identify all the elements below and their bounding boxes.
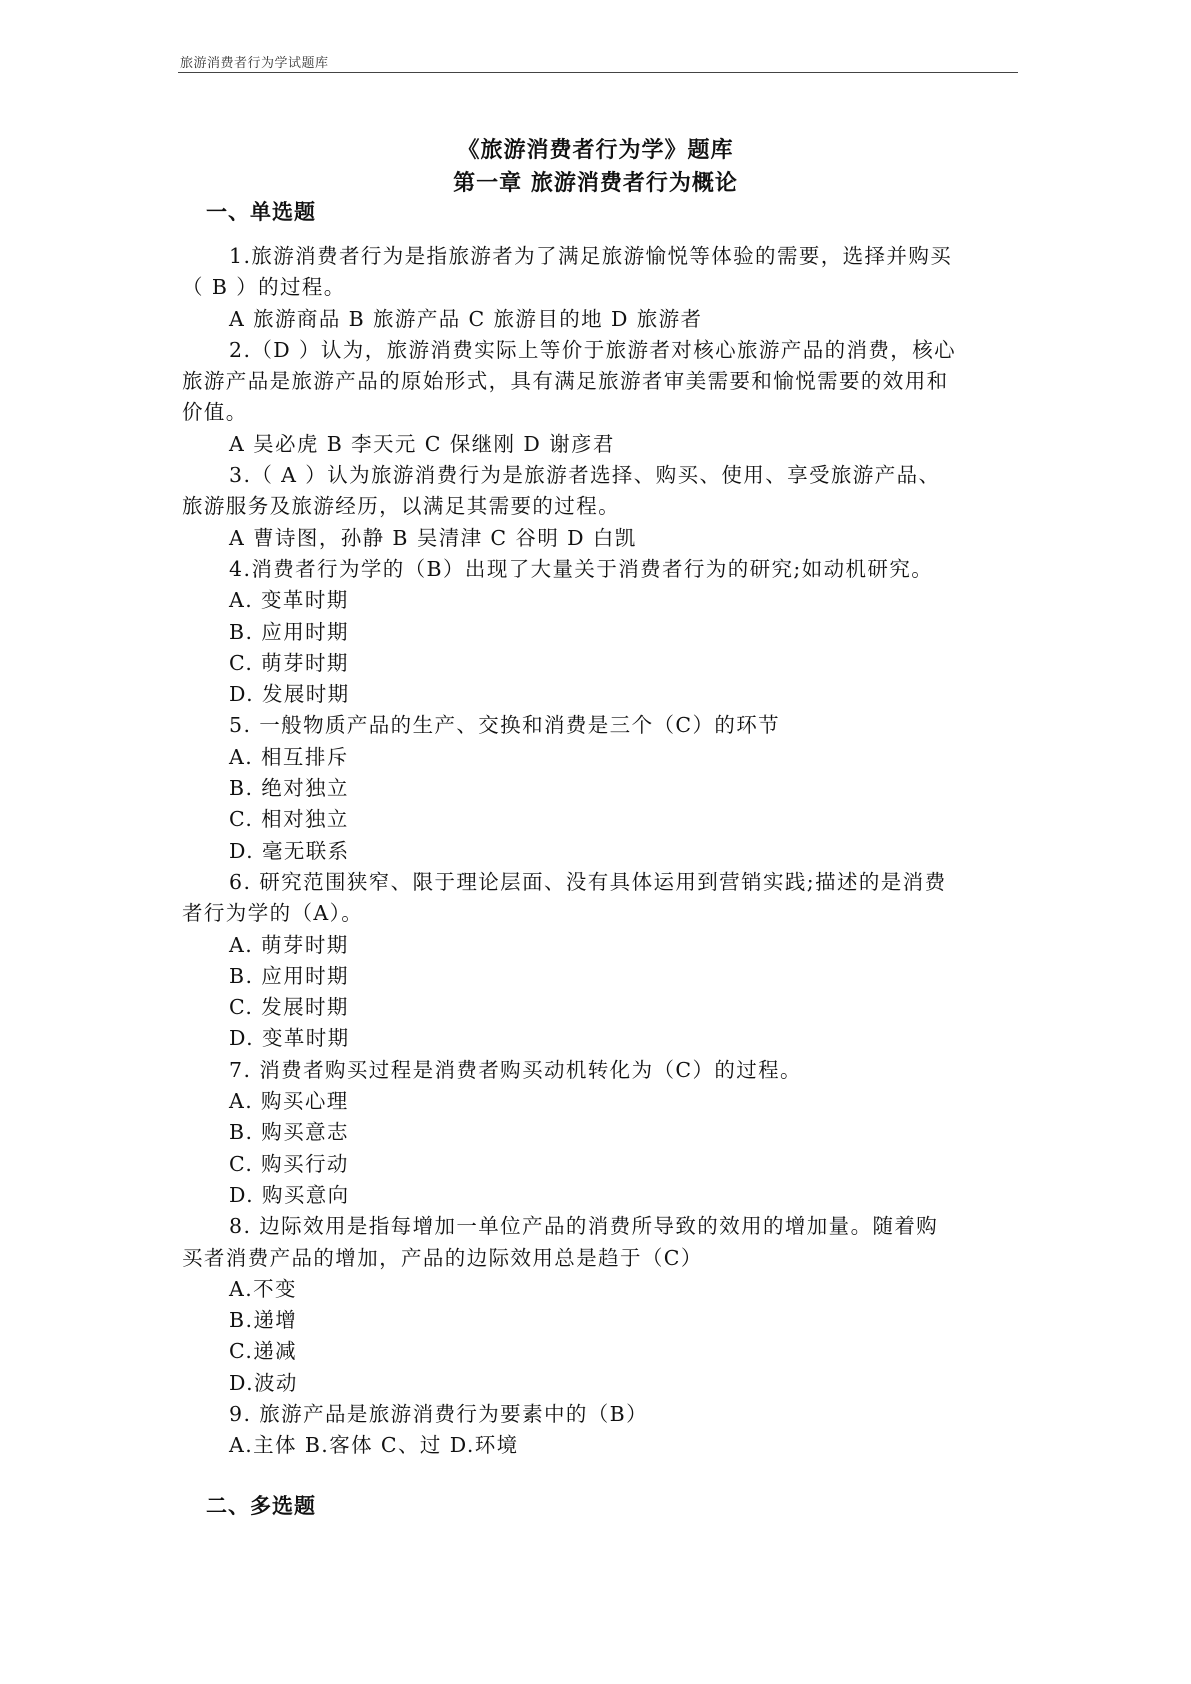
question-5-option-d: D. 毫无联系 (229, 838, 350, 863)
question-8-stem-cont: 买者消费产品的增加，产品的边际效用总是趋于（C） (182, 1245, 703, 1270)
question-2-options: A 吴必虎 B 李天元 C 保继刚 D 谢彦君 (229, 431, 615, 456)
document-title: 《旅游消费者行为学》题库 (457, 137, 734, 163)
question-7-option-a: A. 购买心理 (229, 1089, 349, 1114)
header-divider (178, 72, 1018, 73)
question-8-stem: 8. 边际效用是指每增加一单位产品的消费所导致的效用的增加量。随着购 (229, 1214, 939, 1239)
question-7-option-b: B. 购买意志 (229, 1120, 349, 1145)
question-8-option-a: A.不变 (229, 1276, 297, 1301)
running-header: 旅游消费者行为学试题库 (180, 56, 329, 71)
question-5-option-a: A. 相互排斥 (229, 744, 349, 769)
question-5-option-c: C. 相对独立 (229, 807, 349, 832)
chapter-title: 第一章 旅游消费者行为概论 (453, 170, 738, 196)
question-1-stem: 1.旅游消费者行为是指旅游者为了满足旅游愉悦等体验的需要，选择并购买 (229, 244, 953, 268)
question-4-option-c: C. 萌芽时期 (229, 650, 349, 675)
question-2-stem-cont-2: 价值。 (182, 400, 248, 425)
question-4-option-a: A. 变革时期 (229, 588, 349, 613)
question-2-stem-cont: 旅游产品是旅游产品的原始形式，具有满足旅游者审美需要和愉悦需要的效用和 (182, 369, 949, 394)
question-3-stem: 3.（ A ）认为旅游消费行为是旅游者选择、购买、使用、享受旅游产品、 (229, 463, 941, 488)
question-7-option-c: C. 购买行动 (229, 1151, 349, 1176)
question-5-option-b: B. 绝对独立 (229, 776, 349, 801)
question-2-stem: 2.（D ）认为，旅游消费实际上等价于旅游者对核心旅游产品的消费，核心 (229, 337, 957, 362)
question-1-options: A 旅游商品 B 旅游产品 C 旅游目的地 D 旅游者 (229, 306, 703, 331)
section-heading-single-choice: 一、单选题 (206, 199, 316, 224)
question-8-option-b: B.递增 (229, 1308, 298, 1333)
question-6-stem: 6. 研究范围狭窄、限于理论层面、没有具体运用到营销实践;描述的是消费 (229, 869, 947, 894)
question-6-option-d: D. 变革时期 (229, 1026, 350, 1051)
question-3-options: A 曹诗图，孙静 B 吴清津 C 谷明 D 白凯 (229, 525, 637, 550)
question-list (182, 241, 1020, 1462)
question-1-stem-cont: （ B ）的过程。 (182, 275, 346, 300)
question-6-option-a: A. 萌芽时期 (229, 932, 349, 957)
question-8-option-c: C.递减 (229, 1339, 298, 1364)
question-4-option-b: B. 应用时期 (229, 619, 349, 644)
question-4-option-d: D. 发展时期 (229, 682, 350, 707)
question-9-options: A.主体 B.客体 C、过 D.环境 (229, 1433, 519, 1458)
question-8-option-d: D.波动 (229, 1370, 298, 1395)
question-5-stem: 5. 一般物质产品的生产、交换和消费是三个（C）的环节 (229, 713, 781, 738)
question-4-stem: 4.消费者行为学的（B）出现了大量关于消费者行为的研究;如动机研究。 (229, 556, 934, 581)
question-6-option-c: C. 发展时期 (229, 995, 349, 1020)
question-9-stem: 9. 旅游产品是旅游消费行为要素中的（B） (229, 1401, 649, 1426)
question-3-stem-cont: 旅游服务及旅游经历，以满足其需要的过程。 (182, 494, 620, 519)
question-6-stem-cont: 者行为学的（A）。 (182, 901, 364, 926)
question-7-stem: 7. 消费者购买过程是消费者购买动机转化为（C）的过程。 (229, 1057, 802, 1082)
question-7-option-d: D. 购买意向 (229, 1182, 350, 1207)
section-heading-multiple-choice: 二、多选题 (206, 1493, 316, 1518)
question-6-option-b: B. 应用时期 (229, 963, 349, 988)
